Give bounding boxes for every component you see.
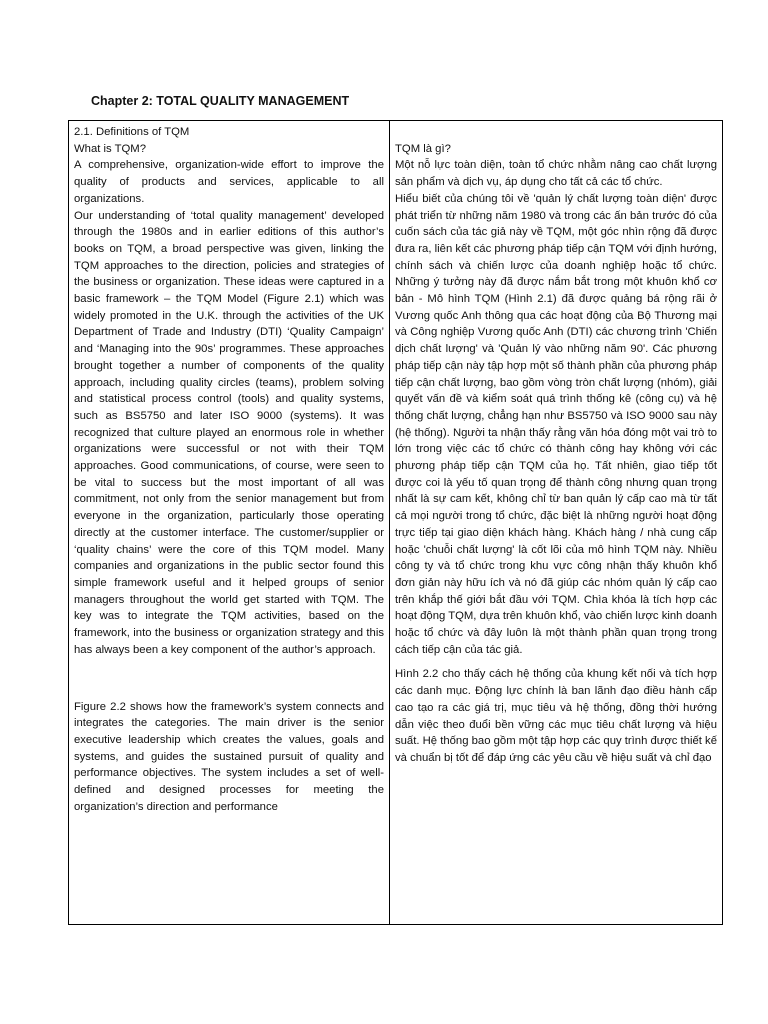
table-row <box>69 121 723 925</box>
vietnamese-text <box>395 124 717 924</box>
paragraph-1-en: Our understanding of ‘total quality management’ developed through the 1980s and in earlier editions of this author’s books on TQM, a broad perspective was given, linking the TQM approaches to the direction, policies and strategies of the business or organization. These ideas were captured in a basic framework – the TQM Model (Figure 2.1) which was widely promoted in the U.K. through the activities of the UK Department of Trade and Industry (DTI) ‘Quality Campaign’ and ‘Managing into the 90s’ programmes. These approaches brought together a number of components of the quality approach, including quality circles (teams), problem solving and statistical process control (tools) and quality systems, such as BS5750 and later ISO 9000 (systems). It was recognized that culture played an enormous role in whether organizations were successful or not with their TQM approaches. Good communications, of course, were seen to be vital to success but the most important of all was commitment, not only from the senior management but from everyone in the organization, particularly those operating directly at the customer interface. The customer/supplier or ‘quality chains’ were the core of this TQM model. Many companies and organizations in the public sector found this simple framework useful and it helped groups of senior managers throughout the world get started with TQM. The key was to integrate the TQM activities, based on the framework, into the business or organization strategy and this has always been a key component of the author’s approach. <box>74 209 384 656</box>
paragraph-gap <box>74 679 384 699</box>
definition-vi: Một nỗ lực toàn diện, toàn tổ chức nhằm nâng cao chất lượng sản phẩm và dịch vụ, áp dụng cho tất cả các tổ chức. <box>395 159 717 189</box>
english-text <box>74 124 384 924</box>
paragraph-1-vi: Hiểu biết của chúng tôi về 'quản lý chất lượng toàn diện' được phát triển từ những năm 1980 và trong các ấn bản trước đó của cuốn sách của tác giả này về TQM, một góc nhìn rộng đã được đưa ra, liên kết các phương pháp tiếp cận TQM với định hướng, chính sách và chiến lược của doanh nghiệp hoặc tổ chức. Những ý tưởng này đã được nắm bắt trong một khuôn khổ cơ bản - Mô hình TQM (Hình 2.1) đã được quảng bá rộng rãi ở Vương quốc Anh thông qua các hoạt động của Bộ Thương mại và Công nghiệp Vương quốc Anh (DTI) các chương trình 'Chiến dịch chất lượng' và 'Quản lý vào những năm 90'. Các phương pháp tiếp cận này tập hợp một số thành phần của phương pháp tiếp cận chất lượng, bao gồm vòng tròn chất lượng (nhóm), giải quyết vấn đề và kiểm soát quá trình thống kê (công cụ) và hệ thống chất lượng, chẳng hạn như BS5750 và ISO 9000 sau này (hệ thống). Người ta nhận thấy rằng văn hóa đóng một vai trò to lớn trong việc các tổ chức có thành công hay không với các phương pháp tiếp cận TQM của họ. Tất nhiên, giao tiếp tốt được coi là yếu tố quan trọng để thành công nhưng quan trọng nhất là sự cam kết, không chỉ từ ban quản lý cấp cao mà từ tất cả mọi người trong tổ chức, đặc biệt là những người hoạt động trực tiếp tại giao diện khách hàng. Khách hàng / nhà cung cấp hoặc 'chuỗi chất lượng' là cốt lõi của mô hình TQM này. Nhiều công ty và tổ chức trong khu vực công nhận thấy khuôn khổ đơn giản này hữu ích và nó đã giúp các nhóm quản lý cấp cao trên khắp thế giới bắt đầu với TQM. Chìa khóa là tích hợp các hoạt động TQM, dựa trên khuôn khổ, vào chiến lược kinh doanh hoặc tổ chức và đây luôn là một thành phần quan trọng trong cách tiếp cận của tác giả. <box>395 192 717 656</box>
question-vi: TQM là gì? <box>395 142 451 155</box>
paragraph-gap <box>74 659 384 679</box>
heading-gap <box>395 124 717 141</box>
bilingual-table <box>68 120 723 925</box>
chapter-title: Chapter 2: TOTAL QUALITY MANAGEMENT <box>91 94 350 108</box>
paragraph-2-en: Figure 2.2 shows how the framework’s system connects and integrates the categories. The main driver is the senior executive leadership which creates the values, goals and systems, and guides the sustained pursuit of quality and performance objectives. The system includes a set of well-defined and designed processes for meeting the organization’s direction and performance <box>74 700 384 813</box>
english-column <box>69 121 390 925</box>
paragraph-gap <box>395 658 717 666</box>
question-en: What is TQM? <box>74 142 146 155</box>
definition-en: A comprehensive, organization-wide effort to improve the quality of products and services, applicable to all organizations. <box>74 159 384 205</box>
vietnamese-column <box>390 121 723 925</box>
section-heading: 2.1. Definitions of TQM <box>74 126 190 138</box>
paragraph-2-vi: Hình 2.2 cho thấy cách hệ thống của khung kết nối và tích hợp các danh mục. Động lực chính là ban lãnh đạo điều hành cấp cao tạo ra các giá trị, mục tiêu và hệ thống, đồng thời hướng dẫn việc theo đuổi bền vững các mục tiêu chất lượng và hiệu suất. Hệ thống bao gồm một tập hợp các quy trình được thiết kế và chuẩn bị tốt để đáp ứng các yêu cầu về hiệu suất và chỉ đạo <box>395 668 717 764</box>
